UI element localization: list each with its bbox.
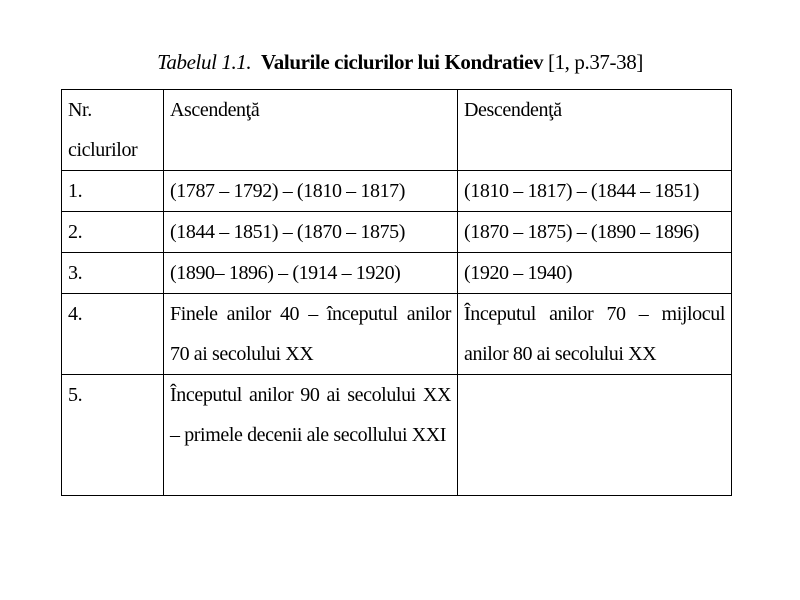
table-row	[62, 253, 732, 294]
table-row	[62, 212, 732, 253]
row-number: 5.	[62, 375, 164, 496]
row-descending: (1870 – 1875) – (1890 – 1896)	[458, 212, 732, 253]
caption-label: Tabelul 1.1.	[157, 50, 252, 74]
row-descending: (1810 – 1817) – (1844 – 1851)	[458, 171, 732, 212]
row-ascending: (1890– 1896) – (1914 – 1920)	[164, 253, 458, 294]
table-row	[62, 171, 732, 212]
table-caption	[0, 48, 800, 76]
table-row	[62, 375, 732, 496]
kondratiev-waves-table	[61, 89, 732, 496]
table-header-row	[62, 90, 732, 171]
row-number: 2.	[62, 212, 164, 253]
row-descending-empty	[458, 375, 732, 496]
row-ascending: Finele anilor 40 – începutul anilor 70 ai secolului XX	[164, 294, 458, 375]
row-descending: Începutul anilor 70 – mijlocul anilor 80 ai secolului XX	[458, 294, 732, 375]
header-ascending: Ascendenţă	[164, 90, 458, 171]
row-ascending: (1844 – 1851) – (1870 – 1875)	[164, 212, 458, 253]
row-number: 3.	[62, 253, 164, 294]
row-ascending: Începutul anilor 90 ai secolului XX – primele decenii ale secollului XXI	[164, 375, 458, 496]
row-descending: (1920 – 1940)	[458, 253, 732, 294]
caption-title: Valurile ciclurilor lui Kondratiev	[260, 50, 544, 74]
row-number: 4.	[62, 294, 164, 375]
caption-reference: [1, p.37-38]	[547, 50, 643, 74]
header-descending: Descendenţă	[458, 90, 732, 171]
row-ascending: (1787 – 1792) – (1810 – 1817)	[164, 171, 458, 212]
table-row	[62, 294, 732, 375]
header-number: Nr. ciclurilor	[62, 90, 164, 171]
row-number: 1.	[62, 171, 164, 212]
